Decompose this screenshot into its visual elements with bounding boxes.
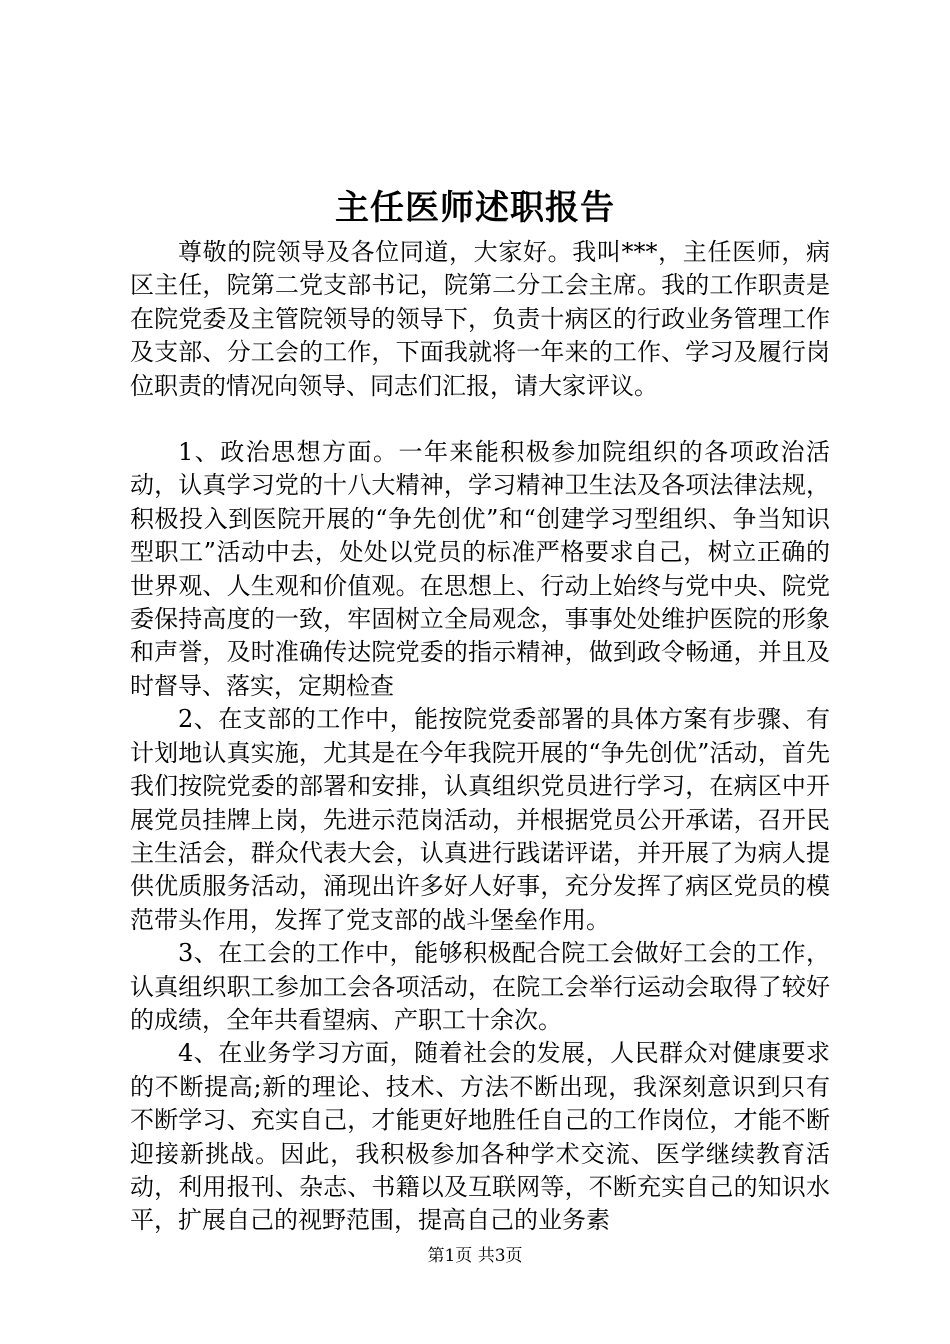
paragraph-political: 1、政治思想方面。一年来能积极参加院组织的各项政治活动，认真学习党的十八大精神，学习精神卫生法及各项法律法规，积极投入到医院开展的“争先创优”和“创建学习型组织、争当知识型职工”活动中去，处处以党员的标准严格要求自己，树立正确的世界观、人生观和价值观。在思想上、行动上始终与党中央、院党委保持高度的一致，牢固树立全局观念，事事处处维护医院的形象和声誉，及时准确传达院党委的指示精神，做到政令畅通，并且及时督导、落实，定期检查: [130, 438, 830, 700]
paragraph-intro: 尊敬的院领导及各位同道，大家好。我叫***，主任医师，病区主任，院第二党支部书记，院第二分工会主席。我的工作职责是在院党委及主管院领导的领导下，负责十病区的行政业务管理工作及支部、分工会的工作，下面我就将一年来的工作、学习及履行岗位职责的情况向领导、同志们汇报，请大家评议。: [130, 238, 830, 400]
document-body: [130, 236, 830, 1238]
page-number-footer: 第1页 共3页: [427, 1246, 523, 1266]
document-title: 主任医师述职报告: [335, 188, 615, 228]
paragraph-study: 4、在业务学习方面，随着社会的发展，人民群众对健康要求的不断提高;新的理论、技术、方法不断出现，我深刻意识到只有不断学习、充实自己，才能更好地胜任自己的工作岗位，才能不断迎接新挑战。因此，我积极参加各种学术交流、医学继续教育活动，利用报刊、杂志、书籍以及互联网等，不断充实自己的知识水平，扩展自己的视野范围，提高自己的业务素: [130, 1039, 830, 1235]
paragraph-union: 3、在工会的工作中，能够积极配合院工会做好工会的工作，认真组织职工参加工会各项活动，在院工会举行运动会取得了较好的成绩，全年共看望病、产职工十余次。: [130, 939, 830, 1034]
paragraph-party-branch: 2、在支部的工作中，能按院党委部署的具体方案有步骤、有计划地认真实施，尤其是在今年我院开展的“争先创优”活动，首先我们按院党委的部署和安排，认真组织党员进行学习，在病区中开展党员挂牌上岗，先进示范岗活动，并根据党员公开承诺，召开民主生活会，群众代表大会，认真进行践诺评诺，并开展了为病人提供优质服务活动，涌现出许多好人好事，充分发挥了病区党员的模范带头作用，发挥了党支部的战斗堡垒作用。: [130, 705, 830, 934]
